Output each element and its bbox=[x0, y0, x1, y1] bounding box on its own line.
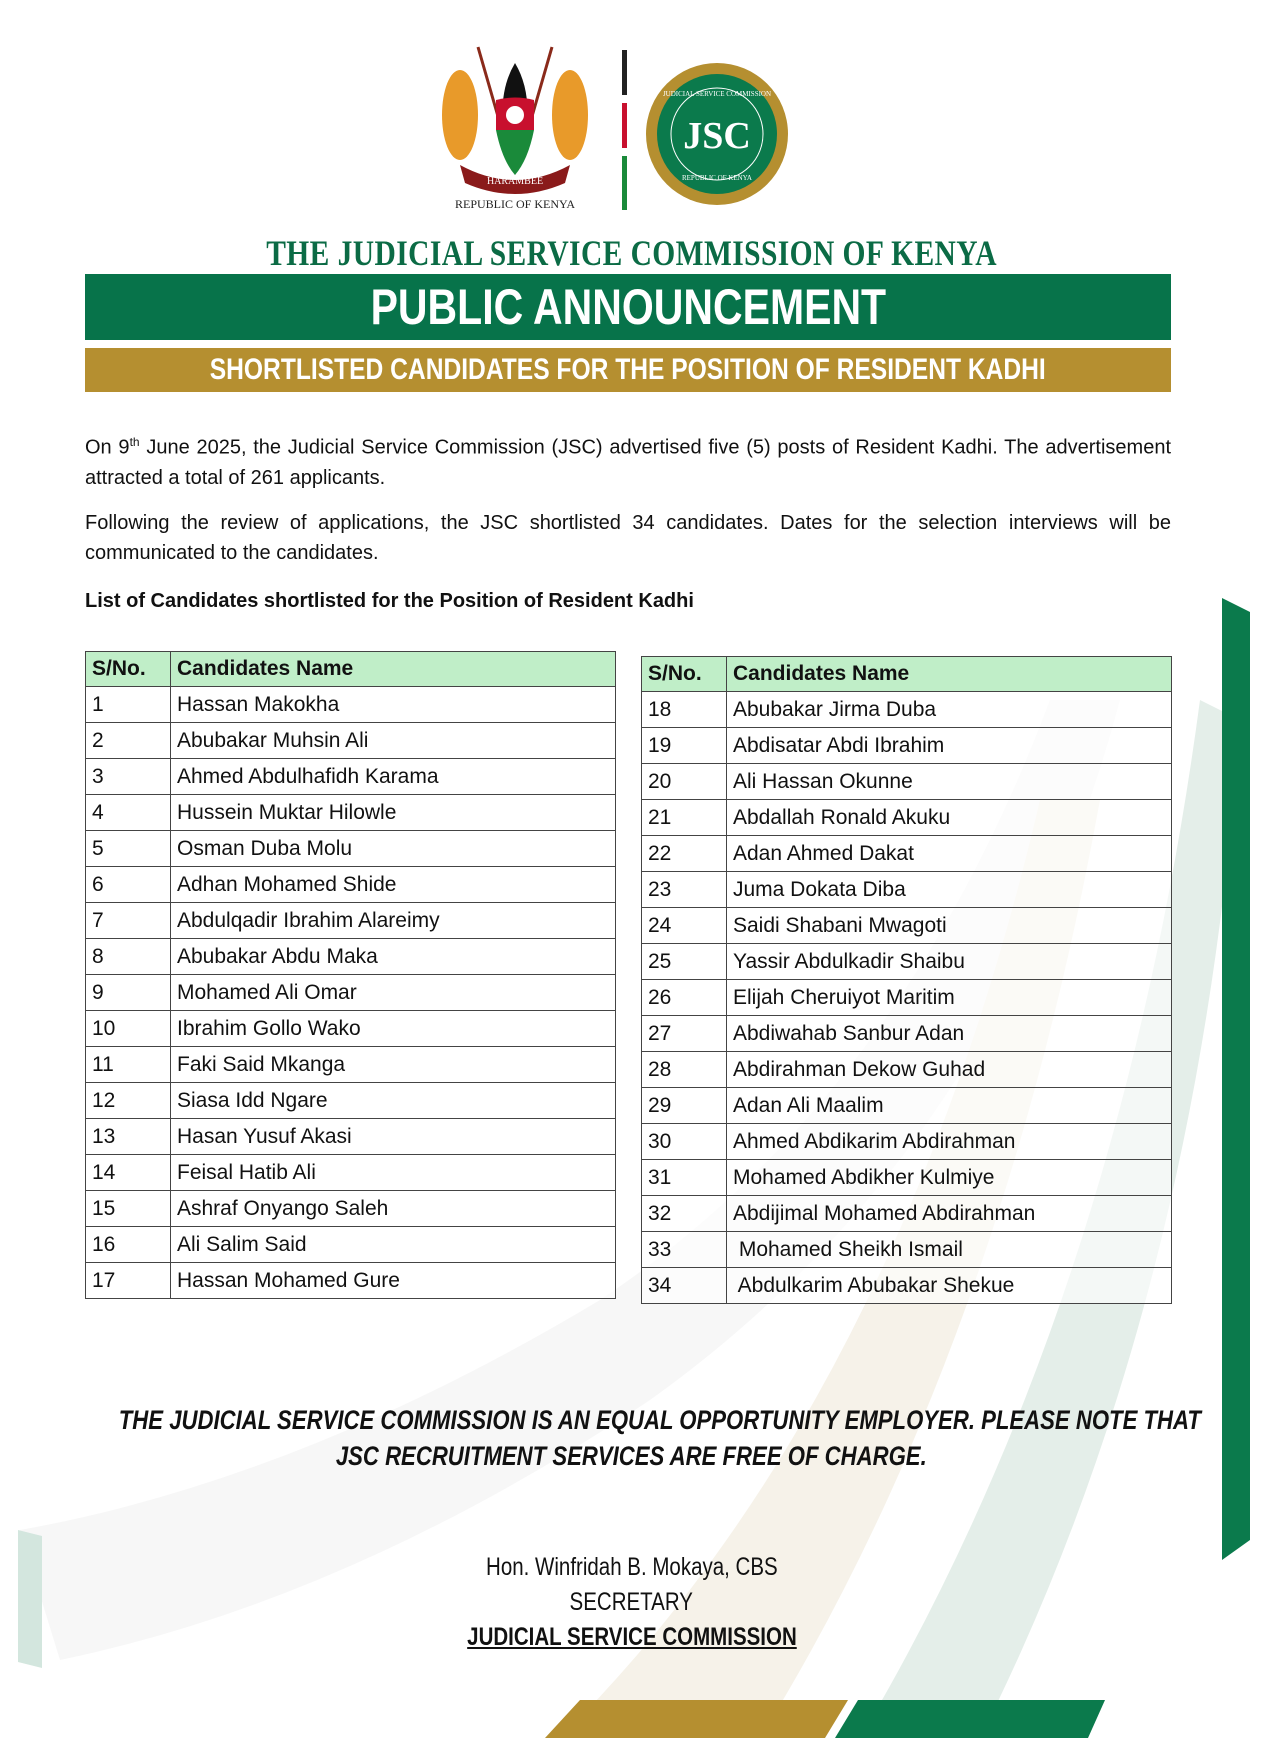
table-row bbox=[86, 939, 616, 975]
sno-cell: 27 bbox=[642, 1016, 727, 1052]
sno-cell: 13 bbox=[86, 1119, 171, 1155]
table-row bbox=[642, 692, 1172, 728]
name-cell: Mohamed Sheikh Ismail bbox=[727, 1232, 1172, 1268]
table-row bbox=[642, 1016, 1172, 1052]
table-row bbox=[86, 975, 616, 1011]
sno-cell: 28 bbox=[642, 1052, 727, 1088]
name-cell: Saidi Shabani Mwagoti bbox=[727, 908, 1172, 944]
svg-text:JUDICIAL SERVICE COMMISSION: JUDICIAL SERVICE COMMISSION bbox=[662, 90, 772, 98]
table-row bbox=[642, 728, 1172, 764]
name-cell: Abdulkarim Abubakar Shekue bbox=[727, 1268, 1172, 1304]
sno-cell: 31 bbox=[642, 1160, 727, 1196]
table-row bbox=[642, 1088, 1172, 1124]
table-row bbox=[642, 1160, 1172, 1196]
table-row bbox=[642, 1124, 1172, 1160]
name-cell: Abdisatar Abdi Ibrahim bbox=[727, 728, 1172, 764]
sno-cell: 33 bbox=[642, 1232, 727, 1268]
sno-cell: 14 bbox=[86, 1155, 171, 1191]
table-row bbox=[642, 908, 1172, 944]
table-row bbox=[86, 1263, 616, 1299]
svg-text:HARAMBEE: HARAMBEE bbox=[486, 176, 544, 187]
shortlist-subbanner: SHORTLISTED CANDIDATES FOR THE POSITION OF RESIDENT KADHI bbox=[85, 348, 1171, 392]
name-cell: Hussein Muktar Hilowle bbox=[171, 795, 616, 831]
name-cell: Osman Duba Molu bbox=[171, 831, 616, 867]
table-row bbox=[642, 1052, 1172, 1088]
sno-cell: 34 bbox=[642, 1268, 727, 1304]
name-cell: Adan Ahmed Dakat bbox=[727, 836, 1172, 872]
table-row bbox=[642, 764, 1172, 800]
table-row bbox=[86, 759, 616, 795]
sno-cell: 6 bbox=[86, 867, 171, 903]
name-cell: Elijah Cheruiyot Maritim bbox=[727, 980, 1172, 1016]
svg-text:REPUBLIC OF KENYA: REPUBLIC OF KENYA bbox=[454, 197, 576, 211]
sno-cell: 24 bbox=[642, 908, 727, 944]
signatory-role: SECRETARY bbox=[569, 1588, 694, 1616]
sno-cell: 22 bbox=[642, 836, 727, 872]
table-row bbox=[86, 687, 616, 723]
name-cell: Abubakar Abdu Maka bbox=[171, 939, 616, 975]
sno-cell: 12 bbox=[86, 1083, 171, 1119]
sno-cell: 25 bbox=[642, 944, 727, 980]
list-heading: List of Candidates shortlisted for the Position of Resident Kadhi bbox=[85, 590, 694, 612]
table-row bbox=[642, 1232, 1172, 1268]
name-cell: Abdijimal Mohamed Abdirahman bbox=[727, 1196, 1172, 1232]
signature-block bbox=[0, 1550, 1263, 1655]
table-row bbox=[86, 1119, 616, 1155]
table-row bbox=[642, 980, 1172, 1016]
name-cell: Abdiwahab Sanbur Adan bbox=[727, 1016, 1172, 1052]
col-name-header: Candidates Name bbox=[727, 657, 1172, 692]
name-cell: Ahmed Abdikarim Abdirahman bbox=[727, 1124, 1172, 1160]
signatory-name: Hon. Winfridah B. Mokaya, CBS bbox=[485, 1553, 778, 1581]
svg-text:REPUBLIC OF KENYA: REPUBLIC OF KENYA bbox=[681, 174, 753, 182]
name-cell: Adhan Mohamed Shide bbox=[171, 867, 616, 903]
name-cell: Mohamed Ali Omar bbox=[171, 975, 616, 1011]
svg-text:JSC: JSC bbox=[683, 115, 751, 157]
table-row bbox=[86, 903, 616, 939]
name-cell: Abubakar Jirma Duba bbox=[727, 692, 1172, 728]
sno-cell: 26 bbox=[642, 980, 727, 1016]
table-row bbox=[642, 836, 1172, 872]
kenya-coat-of-arms-logo bbox=[440, 45, 590, 215]
name-cell: Juma Dokata Diba bbox=[727, 872, 1172, 908]
col-name-header: Candidates Name bbox=[171, 652, 616, 687]
sno-cell: 7 bbox=[86, 903, 171, 939]
name-cell: Abdallah Ronald Akuku bbox=[727, 800, 1172, 836]
table-row bbox=[86, 795, 616, 831]
sno-cell: 20 bbox=[642, 764, 727, 800]
name-cell: Ibrahim Gollo Wako bbox=[171, 1011, 616, 1047]
col-sno-header: S/No. bbox=[642, 657, 727, 692]
col-sno-header: S/No. bbox=[86, 652, 171, 687]
sno-cell: 32 bbox=[642, 1196, 727, 1232]
signatory-organization: JUDICIAL SERVICE COMMISSION bbox=[466, 1623, 797, 1651]
table-row bbox=[86, 1155, 616, 1191]
intro-paragraph: On 9th June 2025, the Judicial Service Commission (JSC) advertised five (5) posts of Resident Kadhi. The advertisement attracted a total of 261 applicants. bbox=[85, 435, 1172, 489]
table-row bbox=[642, 872, 1172, 908]
name-cell: Faki Said Mkanga bbox=[171, 1047, 616, 1083]
name-cell: Abdirahman Dekow Guhad bbox=[727, 1052, 1172, 1088]
name-cell: Abdulqadir Ibrahim Alareimy bbox=[171, 903, 616, 939]
shortlist-paragraph: Following the review of applications, the JSC shortlisted 34 candidates. Dates for the selection interviews will be communicated to the candidates. bbox=[85, 512, 1171, 564]
table-row bbox=[642, 1196, 1172, 1232]
sno-cell: 2 bbox=[86, 723, 171, 759]
sno-cell: 21 bbox=[642, 800, 727, 836]
tricolor-divider bbox=[622, 50, 627, 210]
name-cell: Abubakar Muhsin Ali bbox=[171, 723, 616, 759]
name-cell: Hasan Yusuf Akasi bbox=[171, 1119, 616, 1155]
table-row bbox=[86, 1227, 616, 1263]
table-header-row bbox=[86, 652, 616, 687]
name-cell: Ashraf Onyango Saleh bbox=[171, 1191, 616, 1227]
table-row bbox=[86, 867, 616, 903]
sno-cell: 18 bbox=[642, 692, 727, 728]
commission-title: THE JUDICIAL SERVICE COMMISSION OF KENYA bbox=[266, 233, 997, 273]
candidates-table-right bbox=[641, 656, 1172, 1304]
sno-cell: 10 bbox=[86, 1011, 171, 1047]
table-row bbox=[86, 1011, 616, 1047]
sno-cell: 17 bbox=[86, 1263, 171, 1299]
name-cell: Adan Ali Maalim bbox=[727, 1088, 1172, 1124]
table-row bbox=[86, 723, 616, 759]
name-cell: Hassan Mohamed Gure bbox=[171, 1263, 616, 1299]
sno-cell: 5 bbox=[86, 831, 171, 867]
name-cell: Ali Hassan Okunne bbox=[727, 764, 1172, 800]
equal-opportunity-note: THE JUDICIAL SERVICE COMMISSION IS AN EQUAL OPPORTUNITY EMPLOYER. PLEASE NOTE THAT JSC RECRUITMENT SERVICES ARE FREE OF CHARGE. bbox=[118, 1405, 1201, 1471]
name-cell: Feisal Hatib Ali bbox=[171, 1155, 616, 1191]
candidates-table-left bbox=[85, 651, 616, 1299]
name-cell: Ali Salim Said bbox=[171, 1227, 616, 1263]
jsc-seal-logo bbox=[645, 62, 789, 206]
sno-cell: 1 bbox=[86, 687, 171, 723]
name-cell: Hassan Makokha bbox=[171, 687, 616, 723]
sno-cell: 19 bbox=[642, 728, 727, 764]
sno-cell: 3 bbox=[86, 759, 171, 795]
sno-cell: 8 bbox=[86, 939, 171, 975]
sno-cell: 11 bbox=[86, 1047, 171, 1083]
table-header-row bbox=[642, 657, 1172, 692]
sno-cell: 16 bbox=[86, 1227, 171, 1263]
sno-cell: 9 bbox=[86, 975, 171, 1011]
sno-cell: 4 bbox=[86, 795, 171, 831]
sno-cell: 30 bbox=[642, 1124, 727, 1160]
table-row bbox=[86, 1191, 616, 1227]
sno-cell: 23 bbox=[642, 872, 727, 908]
sno-cell: 15 bbox=[86, 1191, 171, 1227]
table-row bbox=[86, 831, 616, 867]
table-row bbox=[642, 1268, 1172, 1304]
sno-cell: 29 bbox=[642, 1088, 727, 1124]
table-row bbox=[642, 944, 1172, 980]
name-cell: Siasa Idd Ngare bbox=[171, 1083, 616, 1119]
name-cell: Ahmed Abdulhafidh Karama bbox=[171, 759, 616, 795]
table-row bbox=[86, 1083, 616, 1119]
name-cell: Yassir Abdulkadir Shaibu bbox=[727, 944, 1172, 980]
table-row bbox=[86, 1047, 616, 1083]
table-row bbox=[642, 800, 1172, 836]
name-cell: Mohamed Abdikher Kulmiye bbox=[727, 1160, 1172, 1196]
public-announcement-banner: PUBLIC ANNOUNCEMENT bbox=[85, 274, 1171, 340]
